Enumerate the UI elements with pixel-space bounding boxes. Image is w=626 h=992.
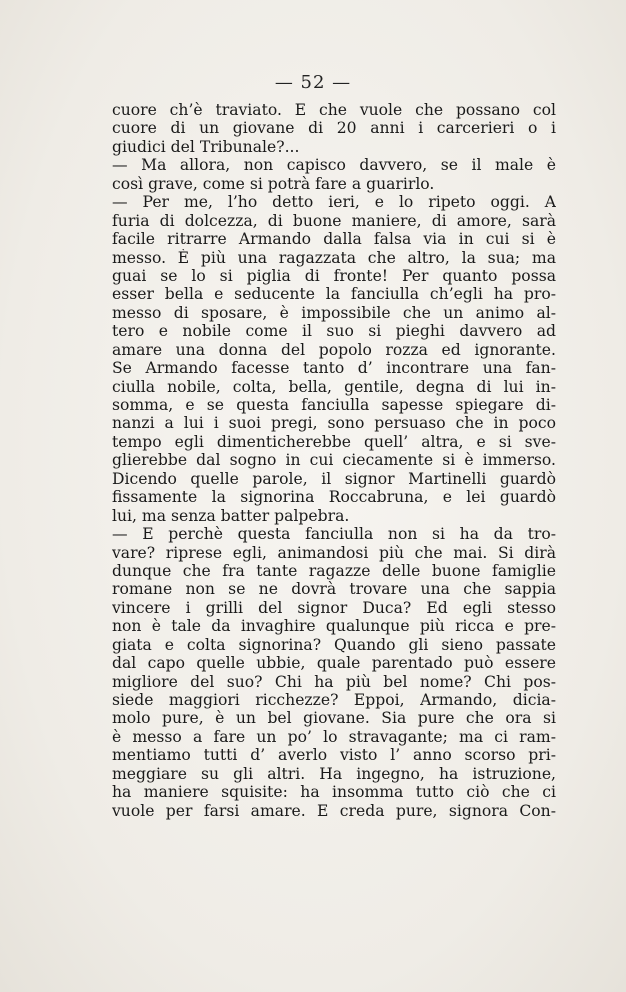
page-number: — 52 — xyxy=(274,72,352,93)
text-line: vare? riprese egli, animandosi più che mai. Si dirà xyxy=(112,543,556,562)
text-line: tero e nobile come il suo si pieghi davvero ad xyxy=(112,322,556,341)
text-line: — E perchè questa fanciulla non si ha da tro- xyxy=(112,525,556,544)
text-line: furia di dolcezza, di buone maniere, di amore, sarà xyxy=(112,211,556,230)
text-line: nanzi a lui i suoi pregi, sono persuaso che in poco xyxy=(112,414,556,433)
text-line: Se Armando facesse tanto d’ incontrare una fan- xyxy=(112,359,556,378)
text-line: esser bella e seducente la fanciulla ch’egli ha pro- xyxy=(112,285,556,304)
text-line: fissamente la signorina Roccabruna, e lei guardò xyxy=(112,488,556,507)
text-line: cuore ch’è traviato. E che vuole che possano col xyxy=(112,101,556,119)
text-line: cuore di un giovane di 20 anni i carcerieri o i xyxy=(112,119,556,138)
text-line: — Ma allora, non capisco davvero, se il male è xyxy=(112,156,556,175)
text-line: romane non se ne dovrà trovare una che sappia xyxy=(112,580,556,599)
text-line: giudici del Tribunale?... xyxy=(112,137,300,156)
text-line: giata e colta signorina? Quando gli sieno passate xyxy=(112,635,556,654)
text-line: mentiamo tutti d’ averlo visto l’ anno scorso pri- xyxy=(112,746,556,765)
text-line: messo. È più una ragazzata che altro, la sua; ma xyxy=(112,248,556,267)
text-line: meggiare su gli altri. Ha ingegno, ha istruzione, xyxy=(112,764,556,783)
text-line: messo di sposare, è impossibile che un animo al- xyxy=(112,303,556,322)
text-line: ha maniere squisite: ha insomma tutto ciò che ci xyxy=(112,783,556,802)
body-text xyxy=(112,101,556,820)
text-line: vincere i grilli del signor Duca? Ed egli stesso xyxy=(112,598,556,617)
text-line: guai se lo si piglia di fronte! Per quanto possa xyxy=(112,266,556,285)
text-line: siede maggiori ricchezze? Eppoi, Armando, dicia- xyxy=(112,691,556,709)
text-line: ciulla nobile, colta, bella, gentile, degna di lui in- xyxy=(112,377,556,396)
text-line: molo pure, è un bel giovane. Sia pure che ora si xyxy=(112,709,556,728)
text-line: migliore del suo? Chi ha più bel nome? Chi pos- xyxy=(112,672,556,691)
text-line: dal capo quelle ubbie, quale parentado può essere xyxy=(112,654,556,673)
text-line: dunque che fra tante ragazze delle buone famiglie xyxy=(112,561,556,580)
text-line: facile ritrarre Armando dalla falsa via in cui si è xyxy=(112,230,556,249)
text-line: non è tale da invaghire qualunque più ricca e pre- xyxy=(112,617,556,636)
text-line: somma, e se questa fanciulla sapesse spiegare di- xyxy=(112,396,556,414)
text-line: amare una donna del popolo rozza ed ignorante. xyxy=(112,340,556,359)
text-line: così grave, come si potrà fare a guarirlo. xyxy=(112,174,435,193)
text-line: glierebbe dal sogno in cui ciecamente si è immerso. xyxy=(112,451,556,470)
text-line: lui, ma senza batter palpebra. xyxy=(112,506,350,525)
text-line: Dicendo quelle parole, il signor Martinelli guardò xyxy=(112,469,556,488)
text-line: è messo a fare un po’ lo stravagante; ma ci ram- xyxy=(112,727,556,746)
text-line: tempo egli dimenticherebbe quell’ altra, e si sve- xyxy=(112,432,556,451)
text-line: vuole per farsi amare. E creda pure, signora Con- xyxy=(112,801,556,820)
text-line: — Per me, l’ho detto ieri, e lo ripeto oggi. A xyxy=(112,193,556,212)
